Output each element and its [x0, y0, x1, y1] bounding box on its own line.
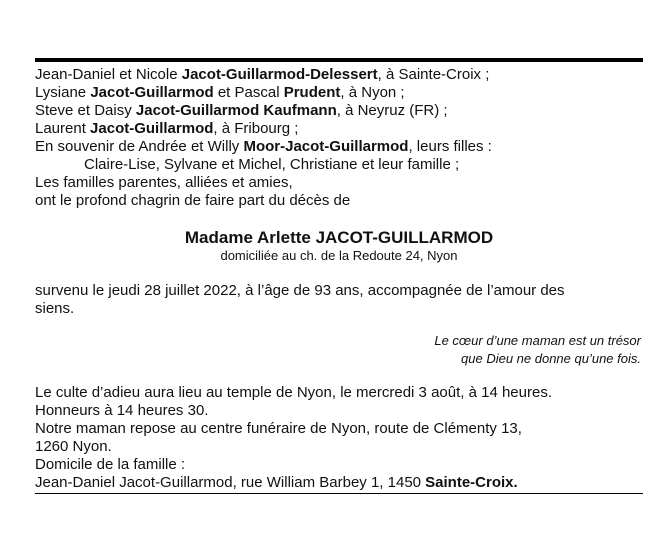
family-line-surname: Jacot-Guillarmod Kaufmann: [135, 102, 337, 119]
ceremony-line-4: 1260 Nyon.: [35, 438, 112, 455]
deceased-name: Madame Arlette JACOT-GUILLARMOD: [184, 228, 494, 247]
family-line-5: [35, 138, 492, 156]
ceremony-line-5: Domicile de la famille :: [35, 456, 186, 473]
top-rule: [35, 58, 643, 62]
family-line-surname: Jacot-Guillarmod: [90, 84, 214, 101]
domicile-text: Jean-Daniel Jacot-Guillarmod, rue William Barbey 1, 1450: [35, 474, 426, 491]
daughters-line: Claire-Lise, Sylvane et Michel, Christiane et leur famille ;: [84, 156, 460, 173]
family-line-3: [35, 102, 448, 120]
ceremony-line-3: Notre maman repose au centre funéraire de Nyon, route de Clémenty 13,: [35, 420, 522, 437]
family-line-text: Jean-Daniel et Nicole: [35, 66, 182, 83]
ceremony-line-2: Honneurs à 14 heures 30.: [35, 402, 209, 419]
family-line-surname: Jacot-Guillarmod-Delessert: [181, 66, 378, 83]
family-line-text: , à Nyon ;: [340, 84, 405, 101]
relatives-line: Les familles parentes, alliées et amies,: [35, 174, 293, 191]
announce-line: ont le profond chagrin de faire part du décès de: [35, 192, 351, 209]
death-text-line-2: siens.: [35, 300, 75, 317]
family-domicile-line: [35, 474, 518, 492]
family-line-1: [35, 66, 489, 84]
family-line-surname: Moor-Jacot-Guillarmod: [243, 138, 409, 155]
quote-line-1: Le cœur d’une maman est un trésor: [434, 333, 641, 348]
family-line-text: , à Sainte-Croix ;: [377, 66, 490, 83]
family-line-4: [35, 120, 298, 138]
domicile-town: Sainte-Croix.: [425, 474, 518, 491]
family-line-text: Steve et Daisy: [35, 102, 136, 119]
ceremony-line-1: Le culte d’adieu aura lieu au temple de Nyon, le mercredi 3 août, à 14 heures.: [35, 384, 552, 401]
family-line-text: En souvenir de Andrée et Willy: [35, 138, 244, 155]
family-line-text: Laurent: [35, 120, 91, 137]
family-line-surname: Prudent: [283, 84, 341, 101]
family-line-text: , à Neyruz (FR) ;: [336, 102, 448, 119]
family-line-text: , à Fribourg ;: [213, 120, 299, 137]
family-line-text: , leurs filles :: [408, 138, 492, 155]
bottom-rule: [35, 493, 643, 494]
family-line-2: [35, 84, 405, 102]
deceased-address: domiciliée au ch. de la Redoute 24, Nyon: [220, 248, 458, 263]
death-text-line-1: survenu le jeudi 28 juillet 2022, à l’âge de 93 ans, accompagnée de l’amour des: [35, 282, 565, 299]
quote-line-2: que Dieu ne donne qu’une fois.: [461, 351, 641, 366]
family-line-text: Lysiane: [35, 84, 91, 101]
family-line-text: et Pascal: [213, 84, 284, 101]
family-line-surname: Jacot-Guillarmod: [90, 120, 214, 137]
